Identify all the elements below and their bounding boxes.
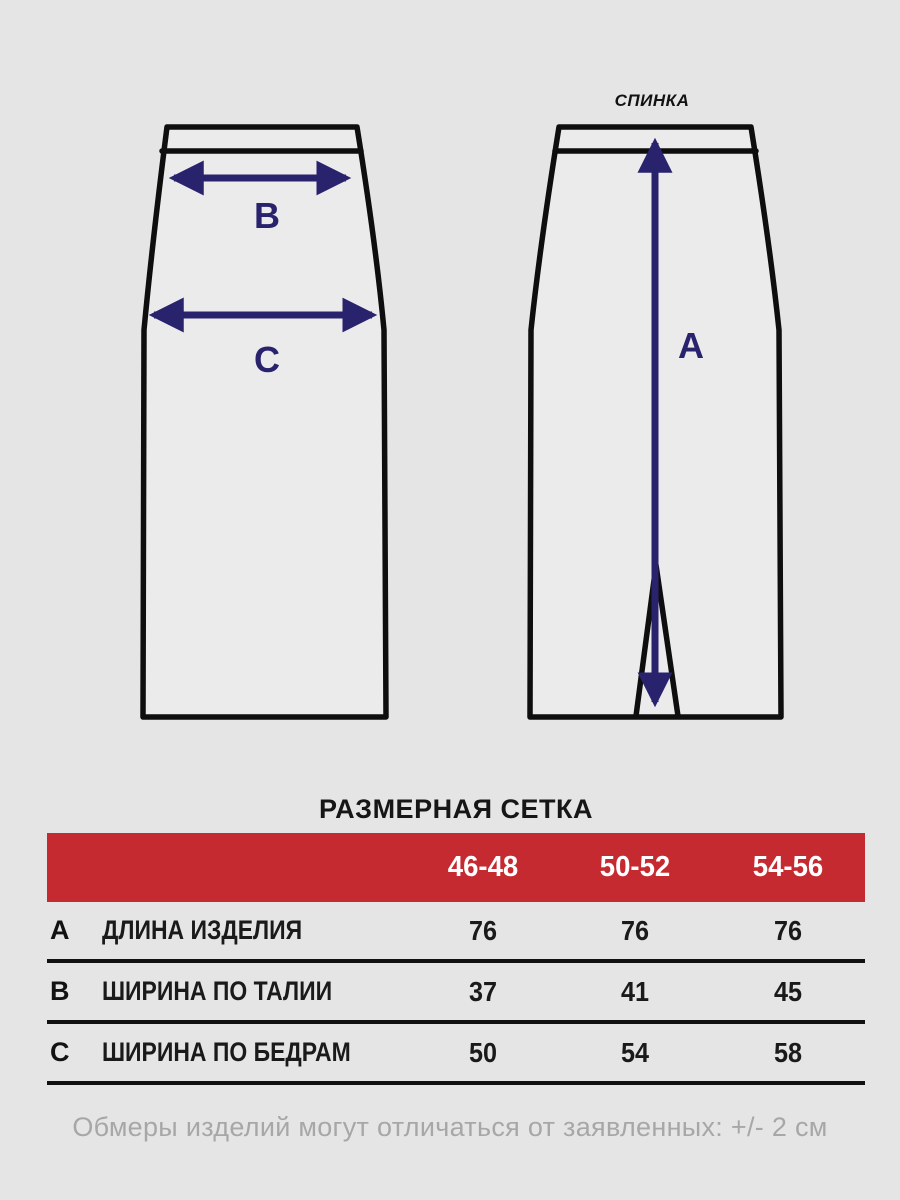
table-row [47, 963, 865, 1024]
row-value: 58 [773, 1036, 803, 1068]
size-column-header: 46-48 [447, 851, 519, 883]
row-letter: B [50, 976, 70, 1006]
tolerance-note: Обмеры изделий могут отличаться от заявленных: +/- 2 см [72, 1112, 828, 1142]
row-label: ШИРИНА ПО БЕДРАМ [102, 1037, 351, 1067]
dim-label-b: B [254, 195, 280, 236]
size-column-header: 50-52 [599, 851, 671, 883]
size-column-header: 54-56 [752, 851, 824, 883]
size-table-header [47, 833, 865, 902]
row-value: 45 [773, 975, 803, 1007]
dim-label-a: A [678, 325, 704, 366]
row-value: 41 [620, 975, 650, 1007]
size-table-title: РАЗМЕРНАЯ СЕТКА [319, 794, 593, 824]
row-letter: C [50, 1037, 70, 1067]
row-value: 76 [773, 914, 803, 946]
dim-label-c: C [254, 339, 280, 380]
back-view-label: СПИНКА [614, 91, 690, 110]
table-row [47, 1024, 865, 1085]
row-value: 76 [468, 914, 498, 946]
size-table [47, 793, 865, 1085]
row-label: ШИРИНА ПО ТАЛИИ [102, 976, 333, 1006]
row-value: 50 [468, 1036, 498, 1068]
row-label: ДЛИНА ИЗДЕЛИЯ [102, 915, 303, 945]
table-row [47, 902, 865, 963]
row-value: 54 [620, 1036, 650, 1068]
row-value: 37 [468, 975, 498, 1007]
row-value: 76 [620, 914, 650, 946]
row-letter: A [50, 915, 70, 945]
